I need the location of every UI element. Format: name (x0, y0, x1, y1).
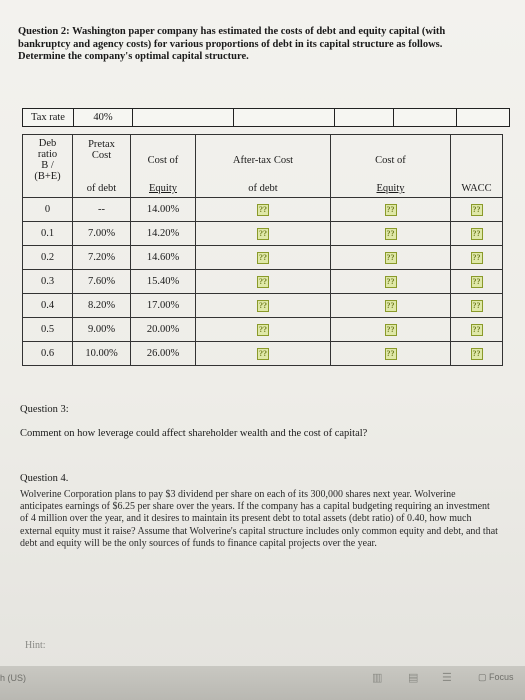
cell-pretax: 9.00% (73, 318, 131, 342)
cell-wacc: ?? (451, 198, 503, 222)
question-4-title: Question 4. (20, 473, 69, 484)
cell-pretax: 7.20% (73, 246, 131, 270)
question-2-label: Question 2: (18, 26, 70, 37)
cell-aftertax: ?? (196, 318, 331, 342)
header-cost-of-equity: Cost of Equity (131, 135, 196, 198)
cell-pretax: -- (73, 198, 131, 222)
cell-cost-equity: ?? (331, 294, 451, 318)
header-after-tax-cost: After-tax Cost of debt (196, 135, 331, 198)
cost-of-capital-table (22, 108, 510, 366)
cell-ratio: 0.1 (23, 222, 73, 246)
cell-ratio: 0.6 (23, 342, 73, 366)
cell-cost-equity: ?? (331, 318, 451, 342)
tax-blank-cell (234, 108, 335, 127)
cell-ratio: 0.4 (23, 294, 73, 318)
tax-blank-cell (394, 108, 457, 127)
tax-rate-row (22, 108, 510, 127)
question-2 (18, 26, 488, 64)
list-icon[interactable]: ☰ (442, 672, 452, 684)
cell-cost-equity: ?? (331, 342, 451, 366)
cell-ratio: 0.2 (23, 246, 73, 270)
cell-equity: 14.00% (131, 198, 196, 222)
cell-equity: 14.60% (131, 246, 196, 270)
cell-ratio: 0 (23, 198, 73, 222)
cell-wacc: ?? (451, 222, 503, 246)
cell-wacc: ?? (451, 270, 503, 294)
cell-equity: 17.00% (131, 294, 196, 318)
data-table (22, 134, 503, 366)
cell-aftertax: ?? (196, 342, 331, 366)
header-wacc: WACC (451, 135, 503, 198)
cell-cost-equity: ?? (331, 222, 451, 246)
cell-cost-equity: ?? (331, 246, 451, 270)
table-row (23, 270, 503, 294)
cell-wacc: ?? (451, 342, 503, 366)
cell-equity: 20.00% (131, 318, 196, 342)
language-indicator[interactable]: h (US) (0, 673, 27, 683)
cell-pretax: 7.60% (73, 270, 131, 294)
cell-equity: 15.40% (131, 270, 196, 294)
cell-ratio: 0.5 (23, 318, 73, 342)
table-header-row (23, 135, 503, 198)
focus-button[interactable]: ▢ Focus (478, 672, 514, 682)
cell-aftertax: ?? (196, 294, 331, 318)
tax-blank-cell (133, 108, 234, 127)
cell-wacc: ?? (451, 318, 503, 342)
cell-ratio: 0.3 (23, 270, 73, 294)
question-3-title: Question 3: (20, 404, 69, 415)
question-4-text: Wolverine Corporation plans to pay $3 dividend per share on each of its 300,000 shares next year. Wolverine anticipates earnings of $6.25 per share over the years. If the company has a capital budgeting requiring an investment of 4 million over the year, and it desires to maintain its present debt to total assets (debt ratio) of 0.40, how much external equity must it raise? Assume that Wolverine's capital structure includes only common equity and debt, and that debt and equity will be the only sources of funds to finance capital projects over the year. (20, 489, 498, 549)
table-row (23, 198, 503, 222)
cell-aftertax: ?? (196, 270, 331, 294)
layout-icon[interactable]: ▤ (408, 672, 419, 684)
tax-blank-cell (335, 108, 394, 127)
cell-cost-equity: ?? (331, 270, 451, 294)
question-3-text: Comment on how leverage could affect shareholder wealth and the cost of capital? (20, 428, 368, 439)
table-row (23, 342, 503, 366)
focus-icon: ▢ (478, 672, 487, 682)
book-icon[interactable]: ▥ (372, 672, 383, 684)
header-debt-ratio: Deb ratio B / (B+E) (23, 135, 73, 198)
cell-equity: 14.20% (131, 222, 196, 246)
cell-aftertax: ?? (196, 222, 331, 246)
table-row (23, 294, 503, 318)
cell-pretax: 7.00% (73, 222, 131, 246)
header-cost-of-equity-2: Cost of Equity (331, 135, 451, 198)
cell-wacc: ?? (451, 294, 503, 318)
tax-blank-cell (457, 108, 510, 127)
question-2-text: Washington paper company has estimated the costs of debt and equity capital (with bankruptcy and agency costs) for various proportions of debt in its capital structure as follows. Determine the company's optimal capital structure. (18, 26, 446, 62)
header-pretax-cost: Pretax Cost of debt (73, 135, 131, 198)
cell-aftertax: ?? (196, 246, 331, 270)
cell-pretax: 10.00% (73, 342, 131, 366)
cell-equity: 26.00% (131, 342, 196, 366)
table-row (23, 318, 503, 342)
cell-pretax: 8.20% (73, 294, 131, 318)
tax-rate-label: Tax rate (22, 108, 74, 127)
table-row (23, 222, 503, 246)
cell-aftertax: ?? (196, 198, 331, 222)
tax-rate-value: 40% (74, 108, 133, 127)
cell-wacc: ?? (451, 246, 503, 270)
hint-label: Hint: (25, 640, 46, 651)
cell-cost-equity: ?? (331, 198, 451, 222)
table-row (23, 246, 503, 270)
